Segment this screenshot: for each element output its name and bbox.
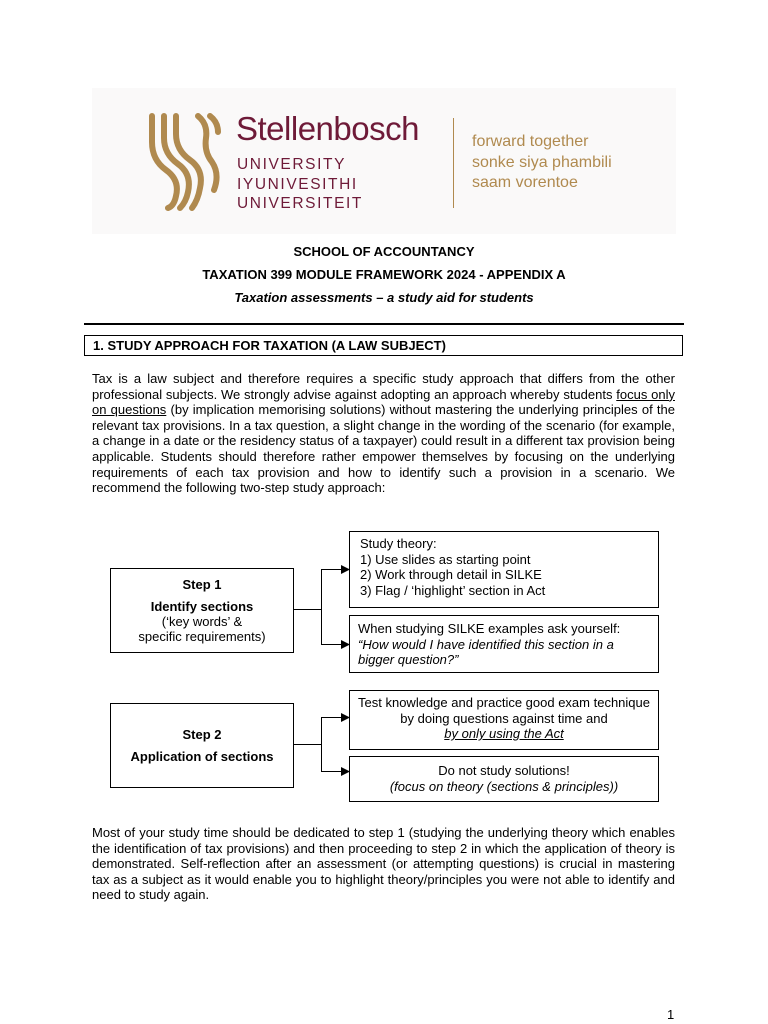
connector-to-silke [321, 644, 343, 645]
step1-note-line2: specific requirements) [138, 629, 266, 644]
connector-step1-horizontal [294, 609, 321, 610]
intro-paragraph [92, 371, 675, 496]
logo-divider [453, 118, 454, 208]
step2-name: Application of sections [130, 749, 274, 764]
step1-title: Step 1 [182, 577, 222, 592]
university-line-english: UNIVERSITY [237, 156, 347, 173]
connector-to-theory [321, 569, 343, 570]
no-solutions-line2: (focus on theory (sections & principles)) [389, 778, 619, 794]
step1-name: Identify sections [150, 599, 254, 614]
theory-item: 3) Flag / ‘highlight’ section in Act [360, 582, 546, 598]
conclusion-paragraph: Most of your study time should be dedicated to step 1 (studying the underlying theory which enables the identification of tax provisions) and then proceeding to step 2 in which the application of theory is demonstrated. Self-reflection after an assessment (or attempting questions) is crucial in mastering tax as a subject as it would enable you to highlight theory/principles you were not able to identify and need to study again. [92, 825, 675, 903]
study-theory-box [349, 531, 659, 608]
step2-box [110, 703, 294, 788]
school-title: SCHOOL OF ACCOUNTANCY [293, 244, 475, 259]
section-heading-box [84, 335, 683, 356]
university-line-afrikaans: UNIVERSITEIT [237, 195, 363, 212]
theory-heading: Study theory: [360, 536, 437, 551]
intro-emphasis: focus only on questions [92, 386, 675, 418]
theory-item: 2) Work through detail in SILKE [360, 567, 542, 582]
motto-afrikaans: saam vorentoe [472, 174, 578, 191]
title-rule [84, 323, 684, 325]
university-line-xhosa: IYUNIVESITHI [237, 176, 358, 193]
theory-item: 1) Use slides as starting point [360, 551, 531, 567]
step1-note-line1: (‘key words’ & [161, 614, 243, 629]
silke-box [349, 615, 659, 673]
motto-english: forward together [472, 133, 589, 150]
step2-title: Step 2 [182, 727, 222, 742]
silke-line1: When studying SILKE examples ask yourself: [358, 621, 621, 636]
no-solutions-box [349, 756, 659, 802]
connector-step1-vertical [321, 569, 322, 645]
motto-xhosa: sonke siya phambili [472, 154, 612, 171]
university-crest-icon [146, 112, 222, 212]
university-name: Stellenbosch [236, 110, 419, 147]
test-emphasis: by only using the Act [444, 726, 564, 741]
step1-box [110, 568, 294, 653]
connector-step2-vertical [321, 717, 322, 772]
test-text: Test knowledge and practice good exam technique by doing questions against time and [358, 695, 650, 726]
intro-text-end: (by implication memorising solutions) without mastering the underlying principles of the relevant tax provisions. In a tax question, a slight change in the wording of the scenario (for example, a change in a date or the residency status of a taxpayer) could result in a different tax provision being applicable. Students should therefore rather empower themselves by focusing on the underlying requirements of each tax provision and how to identify such a provision in a scenario. We recommend the following two-step study approach: [92, 402, 675, 496]
silke-quote: “How would I have identified this section in a bigger question?” [358, 636, 614, 667]
connector-to-no-solutions [321, 771, 343, 772]
intro-text-start: Tax is a law subject and therefore requires a specific study approach that differs from the other professional subjects. We strongly advise against adopting an approach whereby students [92, 371, 675, 402]
module-title: TAXATION 399 MODULE FRAMEWORK 2024 - APPENDIX A [202, 267, 566, 282]
section-heading: 1. STUDY APPROACH FOR TAXATION (A LAW SUBJECT) [93, 338, 446, 353]
page-number: 1 [667, 1007, 675, 1022]
logo-banner [92, 88, 676, 234]
document-subtitle: Taxation assessments – a study aid for students [234, 290, 534, 305]
test-knowledge-box [349, 690, 659, 750]
connector-to-test [321, 717, 343, 718]
no-solutions-line1: Do not study solutions! [438, 763, 570, 778]
connector-step2-horizontal [294, 744, 321, 745]
